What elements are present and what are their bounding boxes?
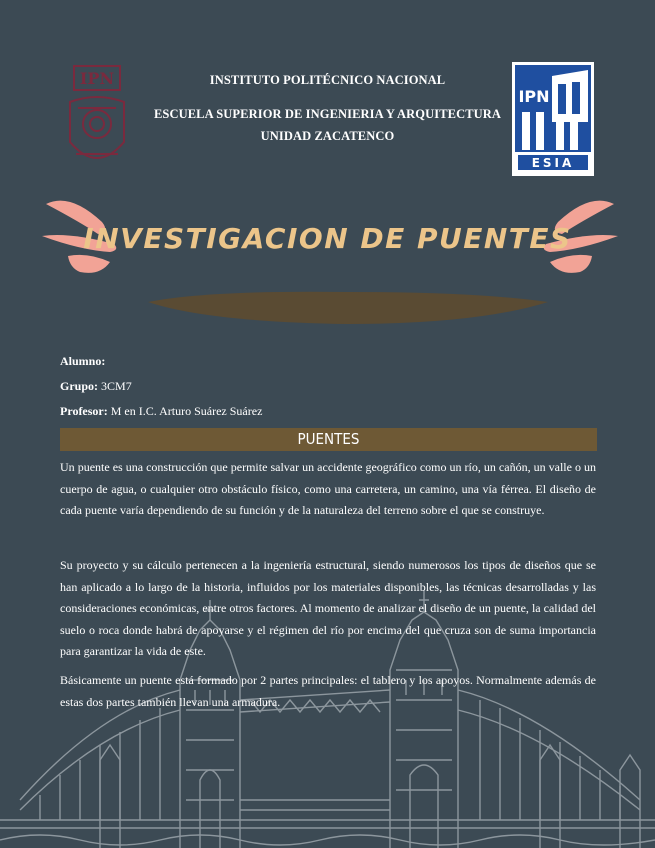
svg-text:IPN: IPN: [518, 87, 550, 106]
grupo-field: [60, 379, 132, 394]
profesor-label: Profesor:: [60, 404, 108, 418]
school-name: ESCUELA SUPERIOR DE INGENIERIA Y ARQUITECTURA: [153, 107, 502, 121]
paragraph-design: Su proyecto y su cálculo pertenecen a la ingeniería estructural, siendo numerosos los tipos de diseños que se han aplicado a lo largo de la historia, influidos por los materiales disponibles, las técnicas desarrolladas y las consideraciones económicas, entre otros factores. Al momento de analizar el diseño de un puente, la calidad del suelo o roca donde habrá de apoyarse y el régimen del río por encima del que cruza son de suma importancia para garantizar la vida de este.: [60, 558, 596, 658]
grupo-label: Grupo:: [60, 379, 99, 393]
alumno-label: Alumno:: [60, 354, 106, 368]
svg-text:IPN: IPN: [79, 69, 115, 88]
institution-name: INSTITUTO POLITÉCNICO NACIONAL: [209, 73, 446, 87]
svg-text:ESIA: ESIA: [531, 156, 575, 170]
section-heading: PUENTES: [60, 428, 597, 451]
brush-stroke: [148, 284, 548, 328]
paragraph-definition: Un puente es una construcción que permite salvar un accidente geográfico como un río, un cañón, un valle o un cuerpo de agua, o cualquier otro obstáculo físico, como una carretera, un camino, una vía férrea. El diseño de cada puente varía dependiendo de su función y de la naturaleza del terreno sobre el que se construye.: [60, 460, 596, 517]
profesor-value: M en I.C. Arturo Suárez Suárez: [110, 404, 263, 418]
paragraph-parts: Básicamente un puente está formado por 2 partes principales: el tablero y los apoyos. Normalmente además de estas dos partes también llevan una armadura.: [60, 673, 596, 709]
grupo-value: 3CM7: [101, 379, 132, 393]
alumno-field: [60, 354, 105, 369]
campus-name: UNIDAD ZACATENCO: [260, 129, 395, 143]
document-title: INVESTIGACION DE PUENTES: [83, 222, 572, 255]
profesor-field: [60, 404, 262, 419]
